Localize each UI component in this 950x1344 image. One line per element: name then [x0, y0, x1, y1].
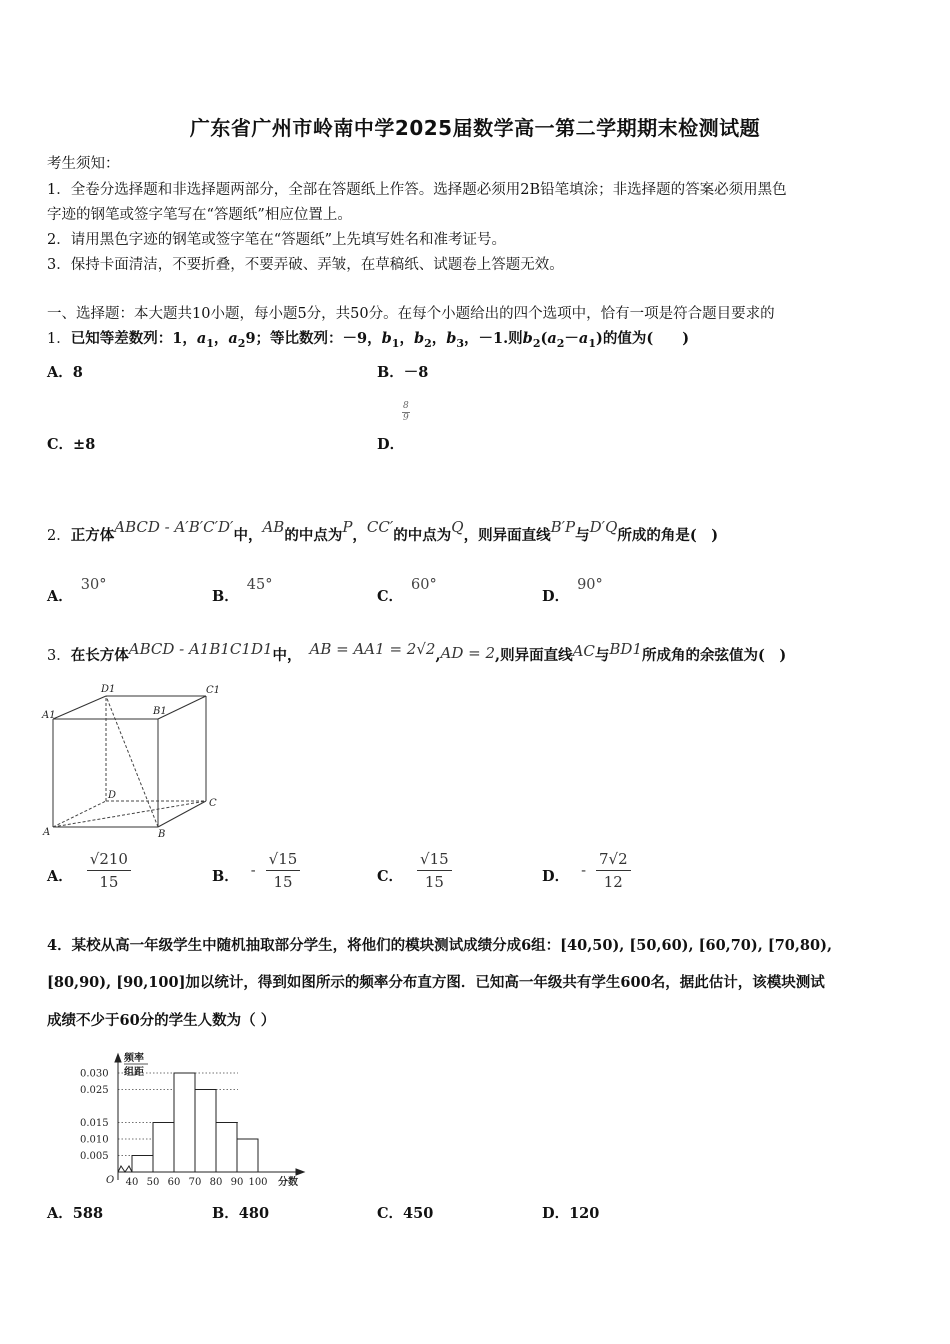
histogram-bar — [153, 1123, 174, 1173]
y-tick-label: 0.025 — [80, 1085, 109, 1096]
q1-expr-open: ( — [540, 330, 548, 347]
q1-sub-b3: 3 — [456, 336, 465, 350]
q3-math-3: AD = 2 — [440, 644, 496, 662]
q2-text-8: 所成的角是( ) — [617, 527, 719, 544]
q1-option-c[interactable] — [47, 433, 95, 454]
label-a: A — [43, 827, 51, 838]
hidden-edge-a-d — [53, 801, 106, 827]
q3-text-3: , — [435, 647, 441, 664]
q4-option-a-label: A． — [47, 1205, 73, 1222]
y-label-bottom: 组距 — [124, 1067, 144, 1078]
q2-option-a-label: A． — [47, 588, 73, 605]
notice-item-1-cont: 字迹的钢笔或签字笔写在“答题纸”相应位置上。 — [47, 207, 352, 223]
q3-option-d[interactable] — [542, 850, 631, 891]
page-title: 广东省广州市岭南中学2025届数学高一第二学期期末检测试题 — [189, 116, 761, 140]
y-tick-label: 0.030 — [80, 1068, 109, 1080]
label-b: B — [158, 829, 166, 840]
q3-number: 3． — [47, 648, 71, 664]
question-4-line-2: [80,90), [90,100]加以统计，得到如图所示的频率分布直方图．已知高一年级共有学生600名，据此估计，该模块测试 — [47, 974, 825, 991]
frequency-histogram — [40, 1040, 320, 1195]
q2-math-7: D′Q — [589, 518, 618, 536]
q1-option-d-den: 9 — [403, 413, 409, 423]
q2-math-4: CC′ — [366, 518, 394, 536]
label-c: C — [209, 798, 217, 809]
q3-option-b-label: B． — [212, 868, 239, 885]
q1-option-d-num: 8 — [403, 401, 409, 411]
q1-var-b1: b — [381, 330, 392, 347]
q3-option-d-fraction — [596, 850, 631, 891]
q3-option-a-fraction — [87, 850, 131, 891]
q2-text-5: 的中点为 — [393, 527, 452, 544]
diagonal-a-c — [53, 801, 206, 827]
x-tick-label: 60 — [167, 1177, 181, 1188]
q1-text-3: 9；等比数列：－9， — [245, 330, 382, 347]
q4-option-a-value: 588 — [72, 1205, 104, 1222]
q1-option-d-fraction — [402, 401, 410, 424]
q3-option-b-num: √15 — [266, 850, 301, 871]
q2-option-d-label: D． — [542, 588, 570, 605]
q1-var-b3: b — [446, 330, 457, 347]
q2-option-a[interactable] — [47, 576, 106, 606]
q3-math-1: ABCD - A1B1C1D1 — [128, 640, 273, 658]
q2-text-7: 与 — [575, 527, 590, 544]
q3-text-5: 与 — [594, 647, 610, 664]
q2-math-1: ABCD - A′B′C′D′ — [114, 518, 234, 536]
y-label-top: 频率 — [124, 1053, 144, 1064]
q1-expr-a2: a — [547, 330, 557, 347]
q3-option-b-fraction — [266, 850, 301, 891]
question-4-line-3: 成绩不少于60分的学生人数为（ ） — [47, 1012, 276, 1029]
q3-option-c[interactable] — [377, 850, 452, 891]
q2-option-c-label: C． — [377, 588, 404, 605]
origin-label: O — [106, 1175, 115, 1186]
q3-option-d-sign: - — [581, 862, 586, 879]
q3-math-2: AB = AA1 = 2√2 — [309, 640, 436, 658]
q2-text-1: 正方体 — [70, 527, 115, 544]
q1-expr-a2-sub: 2 — [556, 336, 565, 350]
q2-option-b-value: 45° — [246, 577, 273, 593]
q2-option-c-value: 60° — [411, 577, 437, 593]
question-3 — [47, 640, 907, 671]
q1-text-6: ，－1.则 — [464, 330, 523, 347]
y-tick-label: 0.010 — [80, 1134, 109, 1146]
q1-expr-minus: － — [564, 330, 579, 347]
q1-option-a[interactable] — [47, 361, 83, 382]
q1-option-b[interactable] — [377, 361, 428, 382]
q3-option-a[interactable] — [47, 850, 131, 891]
q2-option-d-value: 90° — [577, 577, 603, 593]
q3-option-d-num: 7√2 — [596, 850, 631, 871]
q2-option-d[interactable] — [542, 576, 603, 606]
q3-option-a-den: 15 — [99, 873, 119, 891]
q3-text-6: 所成角的余弦值为( ) — [641, 647, 787, 664]
diagonal-b-d1 — [106, 696, 158, 827]
q1-expr-a1: a — [578, 330, 589, 347]
histogram-bar — [237, 1139, 258, 1172]
q2-text-2: 中， — [233, 527, 263, 544]
edge-a1-d1 — [53, 696, 106, 719]
histogram-bar — [216, 1123, 237, 1173]
q3-option-d-den: 12 — [603, 873, 623, 891]
x-tick-label: 90 — [230, 1177, 244, 1188]
q1-option-b-label: B． — [377, 364, 404, 381]
q1-expr-b-sub: 2 — [532, 336, 541, 350]
q3-option-b[interactable] — [212, 850, 300, 891]
question-2 — [47, 520, 907, 551]
question-4-line-1: 4．某校从高一年级学生中随机抽取部分学生，将他们的模块测试成绩分成6组：[40,50), [50,60), [60,70), [70,80), — [47, 937, 833, 954]
q2-option-c[interactable] — [377, 576, 437, 606]
label-d1: D1 — [101, 684, 116, 695]
q1-option-d-label: D． — [377, 436, 405, 453]
q4-option-b-value: 480 — [238, 1205, 270, 1222]
q1-var-b2: b — [413, 330, 425, 347]
q4-option-d[interactable] — [542, 1202, 599, 1223]
x-tick-label: 40 — [125, 1177, 139, 1188]
q2-text-4: ， — [352, 527, 367, 544]
q2-option-a-value: 30° — [80, 577, 107, 593]
q1-sub-b2: 2 — [424, 336, 432, 350]
q3-option-c-label: C． — [377, 868, 404, 885]
q4-option-a[interactable] — [47, 1202, 103, 1223]
q1-expr-close: ) — [595, 330, 603, 347]
axis-break — [118, 1166, 132, 1172]
q3-text-4: ,则异面直线 — [495, 647, 573, 664]
question-1 — [47, 327, 907, 350]
q1-text-1: 已知等差数列：1， — [70, 330, 197, 347]
q4-option-c-label: C． — [377, 1205, 404, 1222]
q4-option-d-label: D． — [542, 1205, 570, 1222]
x-tick-label: 100 — [248, 1177, 268, 1188]
q2-text-3: 的中点为 — [284, 527, 343, 544]
q3-option-b-sign: - — [250, 862, 256, 879]
y-axis-arrow — [115, 1054, 121, 1062]
q1-text-5: ， — [431, 330, 447, 347]
q1-sub-b1: 1 — [391, 336, 400, 350]
notice-item-1: 1．全卷分选择题和非选择题两部分，全部在答题纸上作答。选择题必须用2B铅笔填涂；非选择题的答案必须用黑色 — [47, 182, 787, 198]
label-b1: B1 — [153, 706, 167, 717]
notice-item-2: 2．请用黑色字迹的钢笔或签字笔在“答题纸”上先填写姓名和准考证号。 — [47, 232, 507, 248]
q1-option-a-label: A． — [47, 364, 73, 381]
q3-text-2: 中， — [272, 647, 302, 664]
q3-cuboid-figure — [40, 682, 230, 842]
label-d: D — [108, 790, 117, 801]
q1-var-a2: a — [228, 330, 238, 347]
q1-text-2: ， — [213, 330, 229, 347]
x-tick-label: 80 — [209, 1177, 223, 1188]
q2-math-5: Q — [451, 518, 464, 536]
q2-option-b[interactable] — [212, 576, 272, 606]
q1-sub-2: 2 — [237, 336, 246, 350]
label-a1: A1 — [42, 710, 56, 721]
q2-text-6: ，则异面直线 — [463, 527, 551, 544]
q2-number: 2． — [47, 528, 71, 544]
histogram-bar — [132, 1156, 153, 1173]
q1-sub-1: 1 — [206, 336, 214, 350]
x-axis-label: 分数 — [278, 1177, 298, 1188]
q1-option-b-value: －8 — [403, 364, 429, 381]
q3-option-c-fraction — [417, 850, 452, 891]
notice-heading: 考生须知： — [47, 156, 120, 172]
q1-text-7: 的值为( ) — [602, 330, 690, 347]
q3-text-1: 在长方体 — [70, 647, 129, 664]
q1-number: 1． — [47, 331, 71, 347]
q1-option-d[interactable] — [377, 433, 404, 454]
q1-var-a1: a — [196, 330, 207, 347]
q1-option-c-label: C． — [47, 436, 74, 453]
q3-option-d-label: D． — [542, 868, 570, 885]
q2-math-3: P — [342, 518, 353, 536]
x-tick-label: 70 — [188, 1177, 202, 1188]
x-axis-arrow — [296, 1169, 304, 1175]
x-tick-label: 50 — [146, 1177, 160, 1188]
q4-option-b-label: B． — [212, 1205, 239, 1222]
q3-option-c-den: 15 — [424, 873, 444, 891]
q4-option-d-value: 120 — [569, 1205, 600, 1222]
q4-option-b[interactable] — [212, 1202, 269, 1223]
q2-option-b-label: B． — [212, 588, 239, 605]
histogram-bar — [195, 1090, 216, 1173]
q3-option-a-num: √210 — [87, 850, 131, 871]
q3-math-4: AC — [572, 642, 595, 660]
q4-option-c-value: 450 — [403, 1205, 434, 1222]
notice-item-3: 3．保持卡面清洁，不要折叠，不要弄破、弄皱，在草稿纸、试题卷上答题无效。 — [47, 257, 564, 273]
q3-option-c-num: √15 — [417, 850, 452, 871]
q3-math-5: BD1 — [609, 640, 642, 658]
q2-math-6: B′P — [550, 518, 576, 536]
q3-option-a-label: A． — [47, 868, 73, 885]
q2-math-2: AB — [262, 518, 285, 536]
label-c1: C1 — [206, 685, 221, 696]
q1-option-a-value: 8 — [72, 364, 83, 381]
q1-expr-a1-sub: 1 — [588, 336, 596, 350]
q1-option-c-value: ±8 — [73, 436, 96, 453]
q3-option-b-den: 15 — [273, 873, 293, 891]
y-tick-label: 0.015 — [80, 1118, 109, 1129]
q1-text-4: ， — [399, 330, 414, 347]
y-tick-label: 0.005 — [80, 1151, 109, 1162]
histogram-bar — [174, 1073, 195, 1172]
q1-expr-b: b — [522, 330, 533, 347]
q4-option-c[interactable] — [377, 1202, 433, 1223]
section-heading: 一、选择题：本大题共10小题，每小题5分，共50分。在每个小题给出的四个选项中，恰有一项是符合题目要求的 — [47, 306, 775, 322]
